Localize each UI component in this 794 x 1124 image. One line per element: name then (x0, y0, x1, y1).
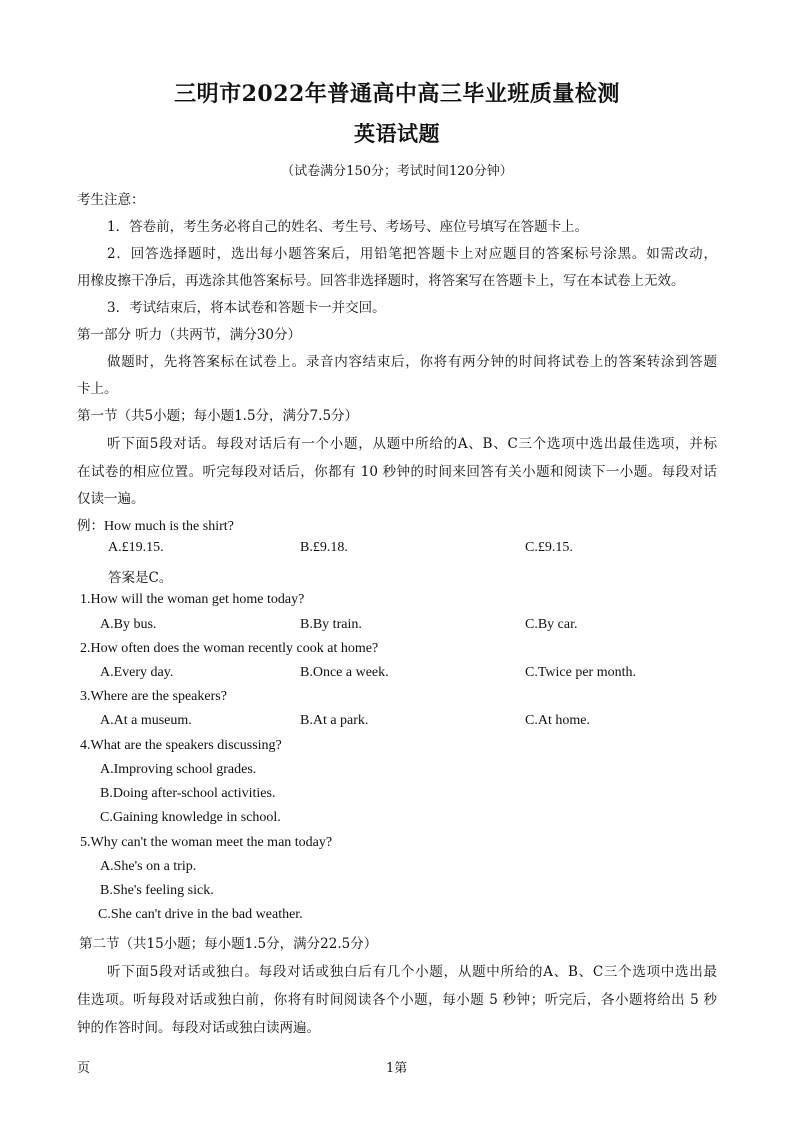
question-2-option-b: B.Once a week. (300, 665, 389, 680)
section2-intro-line-1: 听下面5段对话或独白。每段对话或独白后有几个小题，从题中所给的A、B、C三个选项中选出最 (107, 964, 717, 980)
section1-intro-line-1: 听下面5段对话。每段对话后有一个小题，从题中所给的A、B、C三个选项中选出最佳选项，并标 (107, 436, 717, 452)
question-1-option-b: B.By train. (300, 617, 362, 632)
question-5-option-a: A.She's on a trip. (100, 859, 197, 874)
section2-heading: 第二节（共15小题；每小题1.5分，满分22.5分） (79, 936, 378, 952)
section1-intro-line-3: 仅读一遍。 (77, 491, 145, 507)
section1-intro-line-2: 在试卷的相应位置。听完每段对话后，你都有 10 秒钟的时间来回答有关小题和阅读下一小题。每段对话 (77, 464, 717, 480)
example-option-b: B.£9.18. (300, 540, 348, 555)
question-3: 3.Where are the speakers? (80, 689, 227, 704)
question-2: 2.How often does the woman recently cook at home? (80, 641, 379, 656)
part1-intro-line-1: 做题时，先将答案标在试卷上。录音内容结束后，你将有两分钟的时间将试卷上的答案转涂到答题 (107, 354, 717, 370)
question-1-option-a: A.By bus. (100, 617, 157, 632)
footer-page-label: 页 (77, 1061, 91, 1076)
example-answer: 答案是C。 (108, 570, 173, 586)
question-3-option-a: A.At a museum. (100, 713, 192, 728)
question-5-option-b: B.She's feeling sick. (100, 883, 214, 898)
example-option-c: C.£9.15. (525, 540, 573, 555)
exam-title: 三明市2022年普通高中高三毕业班质量检测 (174, 81, 620, 107)
section2-intro-line-3: 钟的作答时间。每段对话或独白读两遍。 (77, 1020, 320, 1036)
part1-heading: 第一部分 听力（共两节，满分30分） (77, 327, 301, 343)
question-3-option-b: B.At a park. (300, 713, 369, 728)
question-5: 5.Why can't the woman meet the man today? (80, 835, 333, 850)
example-label: 例： (77, 518, 104, 534)
question-4-option-c: C.Gaining knowledge in school. (100, 810, 281, 825)
part1-intro-line-2: 卡上。 (77, 381, 118, 397)
example-question-text: How much is the shirt? (104, 519, 234, 534)
question-4: 4.What are the speakers discussing? (80, 738, 282, 753)
question-4-option-a: A.Improving school grades. (100, 762, 257, 777)
notice-item-1: 1．答卷前，考生务必将自己的姓名、考生号、考场号、座位号填写在答题卡上。 (107, 219, 589, 235)
exam-subject: 英语试题 (354, 121, 440, 146)
example-question (77, 514, 234, 535)
notice-heading: 考生注意： (77, 192, 145, 208)
question-2-option-a: A.Every day. (100, 665, 174, 680)
section2-intro-line-2: 佳选项。听每段对话或独白前，你将有时间阅读各个小题，每小题 5 秒钟；听完后，各小题将给出 5 秒 (77, 992, 717, 1008)
question-4-option-b: B.Doing after-school activities. (100, 786, 276, 801)
footer-page-number: 1第 (386, 1061, 408, 1076)
section1-heading: 第一节（共5小题；每小题1.5分，满分7.5分） (77, 408, 359, 424)
question-1: 1.How will the woman get home today? (80, 592, 305, 607)
notice-item-2-line-1: 2．回答选择题时，选出每小题答案后，用铅笔把答题卡上对应题目的答案标号涂黑。如需改动， (107, 246, 717, 262)
notice-item-3: 3．考试结束后，将本试卷和答题卡一并交回。 (107, 300, 386, 316)
question-1-option-c: C.By car. (525, 617, 578, 632)
exam-subtitle: （试卷满分150分；考试时间120分钟） (281, 164, 513, 179)
question-3-option-c: C.At home. (525, 713, 590, 728)
question-2-option-c: C.Twice per month. (525, 665, 636, 680)
question-5-option-c: C.She can't drive in the bad weather. (98, 907, 303, 922)
example-option-a: A.£19.15. (108, 540, 164, 555)
notice-item-2-line-2: 用橡皮擦干净后，再选涂其他答案标号。回答非选择题时，将答案写在答题卡上，写在本试卷上无效。 (77, 273, 685, 289)
